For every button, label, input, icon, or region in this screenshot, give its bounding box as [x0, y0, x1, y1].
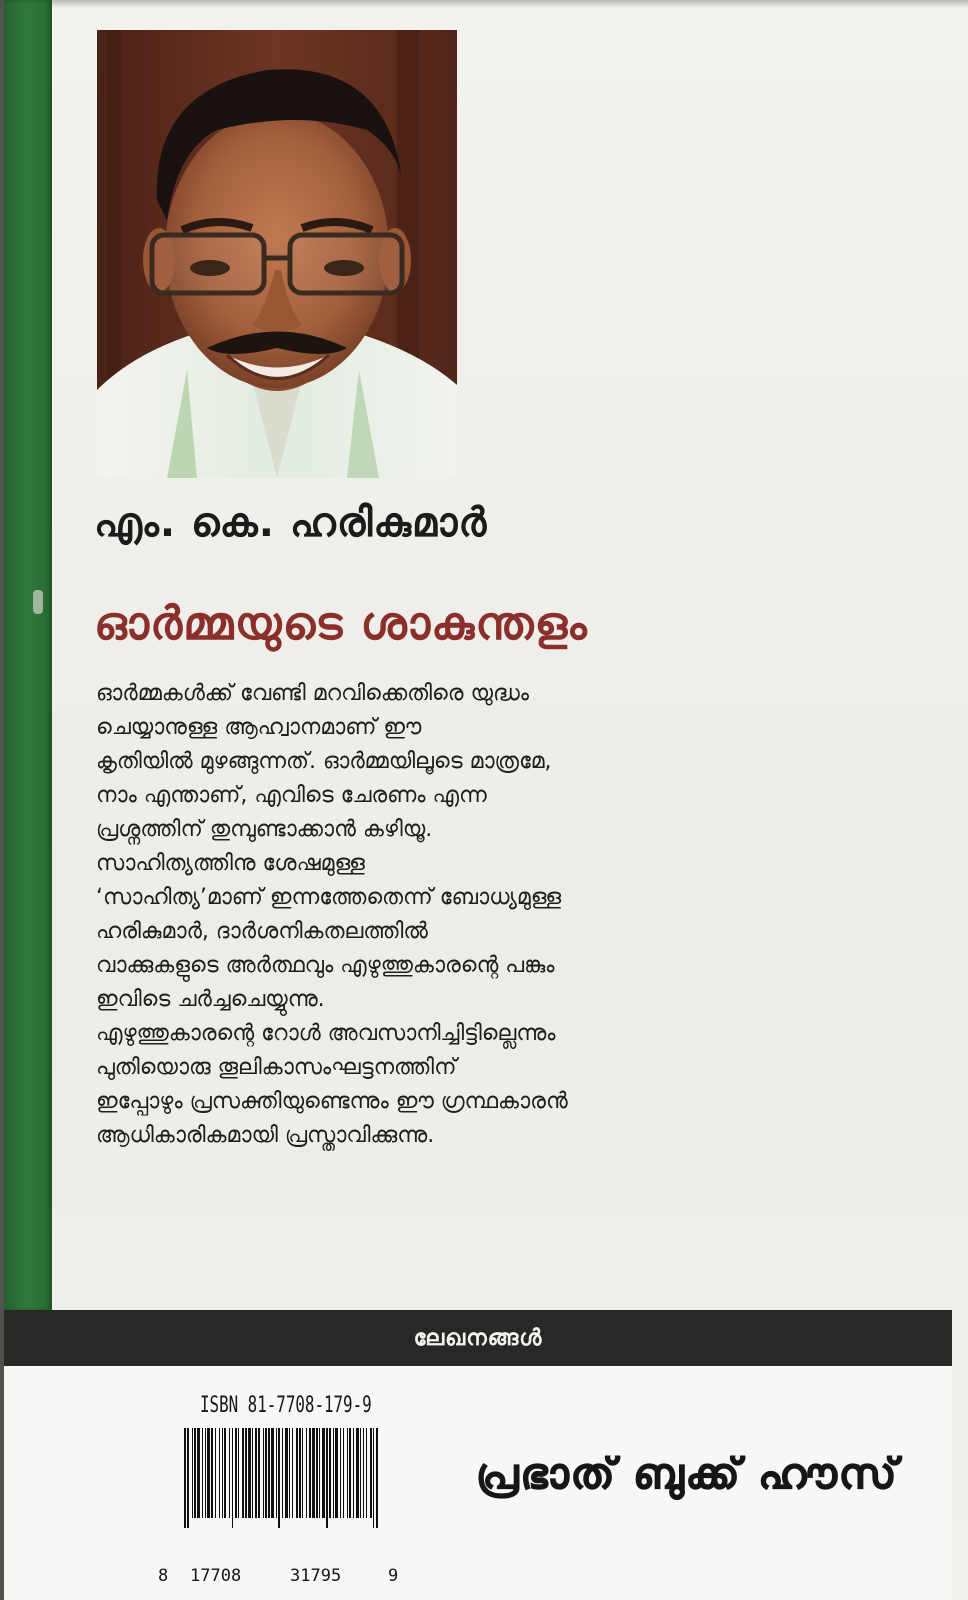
barcode-bar [211, 1428, 213, 1518]
spine-scuff [33, 590, 43, 614]
barcode-bar [312, 1428, 315, 1518]
barcode-bar [229, 1428, 230, 1518]
barcode-bar [235, 1428, 237, 1518]
blurb-line: ചെയ്യാനുള്ള ആഹ്വാനമാണ് ഈ [96, 715, 422, 740]
barcode-bar [187, 1428, 189, 1528]
barcode-bar [192, 1428, 193, 1518]
publisher-name: പ്രഭാത് ബുക്ക് ഹൗസ് [476, 1449, 899, 1498]
book-title: ഓർമ്മയുടെ ശാകുന്തളം [94, 596, 588, 650]
barcode-digit-group-1: 17708 [190, 1566, 242, 1586]
barcode-bar [278, 1428, 280, 1528]
author-photo [97, 30, 457, 478]
blurb-line: എഴുത്തുകാരന്റെ റോൾ അവസാനിച്ചിട്ടില്ലെന്നും [96, 1021, 556, 1046]
barcode-bar [245, 1428, 247, 1518]
barcode-bar [292, 1428, 293, 1518]
blurb-line: ഇവിടെ ചർച്ചചെയ്യുന്നു. [96, 987, 325, 1012]
blurb-line: നാം എന്താണ്, എവിടെ ചേരണം എന്ന [96, 783, 487, 808]
barcode-bar [319, 1428, 320, 1518]
barcode-bar [340, 1428, 341, 1518]
barcode-bar [296, 1428, 298, 1518]
blurb-line: പ്രശ്നത്തിന് തുമ്പുണ്ടാക്കാൻ കഴിയൂ. [96, 817, 433, 842]
barcode-bar [219, 1428, 220, 1518]
barcode-bar [263, 1428, 264, 1518]
blurb-line: ‘സാഹിത്യ’മാണ് ഇന്നത്തേതെന്ന് ബോധ്യമുള്ള [96, 885, 562, 910]
barcode-bar [360, 1428, 361, 1518]
barcode-bar [232, 1428, 233, 1528]
blurb-line: ഓർമ്മകൾക്ക് വേണ്ടി മറവിക്കെതിരെ യുദ്ധം [96, 681, 529, 706]
barcode-bar [349, 1428, 351, 1518]
barcode-bar [242, 1428, 244, 1518]
barcode-bar [333, 1428, 334, 1518]
barcode-bar [222, 1428, 223, 1518]
barcode-bar [197, 1428, 200, 1518]
barcode-bar [265, 1428, 267, 1518]
blurb-line: വാക്കുകളുടെ അർത്ഥവും എഴുത്തുകാരന്റെ പങ്കും [96, 953, 555, 978]
barcode-bar [268, 1428, 270, 1518]
blurb-line: പുതിയൊരു തൂലികാസംഘട്ടനത്തിന് [96, 1055, 457, 1080]
barcode-bar [329, 1428, 331, 1518]
barcode-bar [285, 1428, 288, 1518]
barcode-bar [258, 1428, 260, 1518]
barcode-bar [322, 1428, 325, 1518]
barcode-bar [289, 1428, 290, 1518]
barcode-bar [309, 1428, 311, 1518]
barcode-digit-first: 8 [158, 1566, 169, 1586]
barcode-bar [299, 1428, 301, 1518]
blurb-line: കൃതിയിൽ മുഴങ്ങുന്നത്. ഓർമ്മയിലൂടെ മാത്രമേ, [96, 749, 552, 774]
barcode-bar [363, 1428, 364, 1518]
barcode-bar [207, 1428, 210, 1518]
barcode-bar [306, 1428, 307, 1518]
barcode-bar [370, 1428, 372, 1518]
barcode-bar [184, 1428, 186, 1528]
barcode-bar [215, 1428, 216, 1518]
blurb-line: ഇപ്പോഴും പ്രസക്തിയുണ്ടെന്നും ഈ ഗ്രന്ഥകാരൻ [96, 1089, 568, 1114]
isbn-number: ISBN 81-7708-179-9 [200, 1393, 372, 1418]
barcode-bar [356, 1428, 359, 1518]
top-edge-shadow [0, 0, 968, 8]
blurb-line: സാഹിത്യത്തിനു ശേഷമുള്ള [96, 851, 365, 876]
barcode-bar [248, 1428, 251, 1518]
category-band [4, 1310, 952, 1366]
barcode-bar [202, 1428, 203, 1518]
blurb-line: ആധികാരികമായി പ്രസ്താവിക്കുന്നു. [96, 1123, 435, 1148]
barcode-bar [238, 1428, 239, 1518]
author-portrait [97, 30, 457, 478]
barcode-bar [347, 1428, 348, 1518]
barcode-bar [276, 1428, 277, 1518]
barcode-bar [335, 1428, 338, 1518]
spine-green-stripe [4, 0, 52, 1310]
blurb-line: ഹരികുമാർ, ദാർശനികതലത്തിൽ [96, 919, 428, 944]
barcode-bar [282, 1428, 283, 1518]
barcode-bar [255, 1428, 257, 1518]
barcode-bar [326, 1428, 328, 1528]
barcode-digit-last: 9 [388, 1566, 399, 1586]
author-name: എം. കെ. ഹരികുമാർ [94, 500, 488, 546]
barcode-bar [376, 1428, 378, 1528]
barcode-bar [205, 1428, 206, 1518]
barcode-bar [343, 1428, 344, 1518]
barcode-digit-group-2: 31795 [290, 1566, 342, 1586]
barcode-bar [316, 1428, 318, 1518]
barcode-bar [194, 1428, 196, 1518]
barcode-bar [353, 1428, 354, 1518]
barcode-bar [366, 1428, 367, 1518]
barcode-bar [224, 1428, 226, 1518]
barcode-bar [252, 1428, 253, 1518]
category-label: ലേഖനങ്ങൾ [413, 1325, 543, 1351]
blurb-paragraph [96, 677, 796, 1153]
isbn-barcode [182, 1428, 380, 1528]
barcode-bar [373, 1428, 374, 1528]
barcode-bar [271, 1428, 274, 1518]
barcode-bar [302, 1428, 303, 1518]
